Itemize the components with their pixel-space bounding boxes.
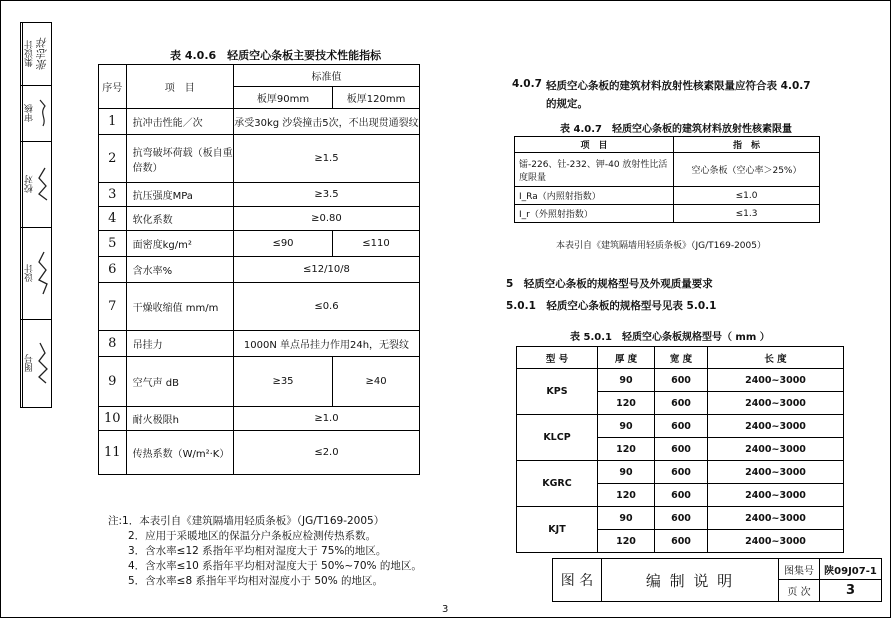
- row-item: 吊挂力: [126, 331, 233, 357]
- note-line: 注:1．本表引自《建筑隔墙用轻质条板》（JG/T169-2005）: [108, 515, 385, 527]
- model: KLCP: [517, 415, 598, 461]
- thickness: 120: [598, 438, 655, 461]
- thickness: 120: [598, 530, 655, 553]
- row-value: ≤90: [233, 231, 332, 257]
- row-item: 抗冲击性能／次: [126, 109, 233, 135]
- drawing-title: 编 制 说 明: [602, 559, 779, 601]
- sidebar-cell: [21, 141, 51, 228]
- note-line: 5．含水率≤8 系指年平均相对湿度小于 50% 的地区。: [128, 575, 384, 587]
- row-value: ≤12/10/8: [233, 257, 419, 283]
- table-407-caption: 表 4.0.7 轻质空心条板的建筑材料放射性核素限量: [560, 124, 792, 135]
- row-no: 1: [99, 109, 127, 135]
- sidebar-cell: [21, 23, 51, 86]
- width: 600: [655, 530, 708, 553]
- row-item: I_Ra（内照射指数）: [515, 187, 674, 205]
- signature: 张志祥: [36, 37, 49, 71]
- row-item: 面密度kg/m²: [126, 231, 233, 257]
- signature-mark: [37, 250, 49, 296]
- row-item: 抗弯破坏荷载（板自重倍数）: [126, 135, 233, 183]
- section-number: 4.0.7: [512, 78, 542, 90]
- row-no: 3: [99, 183, 127, 207]
- thickness: 120: [598, 392, 655, 415]
- row-value: ≥1.5: [233, 135, 419, 183]
- row-value: ≥35: [233, 357, 332, 407]
- page-number-box: 3: [845, 583, 856, 598]
- row-no: 11: [99, 431, 127, 475]
- header-thickness: 厚 度: [598, 347, 655, 369]
- row-value: 承受30kg 沙袋撞击5次，不出现贯通裂纹: [233, 109, 419, 135]
- row-no: 6: [99, 257, 127, 283]
- header-item: 项 目: [126, 65, 233, 109]
- model: KPS: [517, 369, 598, 415]
- header-width: 宽 度: [655, 347, 708, 369]
- row-no: 2: [99, 135, 127, 183]
- thickness: 90: [598, 507, 655, 530]
- atlas-label: 图集号: [779, 559, 820, 580]
- sidebar-cell: [21, 85, 51, 142]
- row-value-120: ≤110: [333, 231, 420, 257]
- thickness: 120: [598, 484, 655, 507]
- row-value: ≤2.0: [233, 431, 419, 475]
- width: 600: [655, 484, 708, 507]
- length: 2400~3000: [708, 484, 844, 507]
- header-index: 指 标: [674, 137, 820, 153]
- row-item: I_r（外照射指数）: [515, 205, 674, 223]
- atlas-number: 陕09J07-1: [820, 559, 881, 580]
- row-value-120: ≥40: [333, 357, 420, 407]
- row-item: 含水率%: [126, 257, 233, 283]
- row-value: 1000N 单点吊挂力作用24h，无裂纹: [233, 331, 419, 357]
- thickness: 90: [598, 415, 655, 438]
- row-no: 7: [99, 283, 127, 331]
- section-text: 轻质空心条板的建筑材料放射性核素限量应符合表 4.0.7: [546, 80, 811, 92]
- signature: [36, 141, 50, 227]
- header-standard: 标准值: [233, 65, 419, 87]
- row-item: 干燥收缩值 mm/m: [126, 283, 233, 331]
- header-length: 长 度: [708, 347, 844, 369]
- table-406-caption: 表 4.0.6 轻质空心条板主要技术性能指标: [170, 49, 382, 62]
- width: 600: [655, 369, 708, 392]
- length: 2400~3000: [708, 369, 844, 392]
- header-model: 型 号: [517, 347, 598, 369]
- length: 2400~3000: [708, 507, 844, 530]
- width: 600: [655, 438, 708, 461]
- page-number: 3: [442, 604, 449, 615]
- row-value: 空心条板（空心率＞25%）: [674, 153, 820, 187]
- signature-strip: [20, 22, 52, 408]
- thickness: 90: [598, 461, 655, 484]
- table-501: [516, 346, 844, 553]
- sidebar-label: 审核: [22, 85, 36, 141]
- sidebar-cell: [21, 319, 51, 407]
- row-value: ≥1.0: [233, 407, 419, 431]
- row-value: ≥0.80: [233, 207, 419, 231]
- row-item: 镭-226、钍-232、钾-40 放射性比活度限量: [515, 153, 674, 187]
- row-no: 4: [99, 207, 127, 231]
- row-no: 5: [99, 231, 127, 257]
- notes: [108, 514, 422, 589]
- row-value: ≤1.0: [674, 187, 820, 205]
- sidebar-label: 设计: [22, 227, 36, 319]
- model: KJT: [517, 507, 598, 553]
- length: 2400~3000: [708, 415, 844, 438]
- row-item: 传热系数（W/m²·K）: [126, 431, 233, 475]
- length: 2400~3000: [708, 438, 844, 461]
- table-407: [514, 136, 820, 223]
- title-block: [552, 558, 882, 602]
- width: 600: [655, 461, 708, 484]
- note-line: 2．应用于采暖地区的保温分户条板应检测传热系数。: [128, 530, 377, 542]
- row-value: ≤1.3: [674, 205, 820, 223]
- row-no: 8: [99, 331, 127, 357]
- model: KGRC: [517, 461, 598, 507]
- sidebar-label: 校对: [22, 141, 36, 227]
- title-name-label: 图 名: [553, 559, 602, 601]
- sidebar-cell: [21, 227, 51, 320]
- signature-mark: [37, 164, 49, 204]
- length: 2400~3000: [708, 461, 844, 484]
- row-value: ≤0.6: [233, 283, 419, 331]
- length: 2400~3000: [708, 392, 844, 415]
- row-value: ≥3.5: [233, 183, 419, 207]
- width: 600: [655, 415, 708, 438]
- row-item: 软化系数: [126, 207, 233, 231]
- note-line: 4．含水率≤10 系指年平均相对湿度大于 50%~70% 的地区。: [128, 560, 422, 572]
- sidebar-label: 图号: [22, 319, 36, 407]
- note-line: 3．含水率≤12 系指年平均相对湿度大于 75%的地区。: [128, 545, 387, 557]
- signature-mark: [37, 340, 49, 386]
- table-501-caption: 表 5.0.1 轻质空心条板规格型号（ mm ）: [570, 332, 770, 343]
- header-no: 序号: [99, 65, 127, 109]
- page-label: 页 次: [779, 580, 820, 601]
- sidebar-label: 集设计: [22, 23, 36, 85]
- thickness: 90: [598, 369, 655, 392]
- section-5-title: 5 轻质空心条板的规格型号及外观质量要求: [506, 278, 713, 290]
- section-text: 的规定。: [546, 98, 588, 110]
- table-406: [98, 64, 420, 475]
- row-item: 空气声 dB: [126, 357, 233, 407]
- row-item: 抗压强度MPa: [126, 183, 233, 207]
- row-no: 10: [99, 407, 127, 431]
- length: 2400~3000: [708, 530, 844, 553]
- signature: [36, 85, 50, 141]
- width: 600: [655, 392, 708, 415]
- signature: [36, 227, 50, 319]
- row-item: 耐火极限h: [126, 407, 233, 431]
- width: 600: [655, 507, 708, 530]
- header-thickness-90: 板厚90mm: [233, 87, 332, 109]
- signature-mark: [37, 98, 49, 128]
- section-501-text: 5.0.1 轻质空心条板的规格型号见表 5.0.1: [506, 300, 717, 312]
- signature: [36, 319, 50, 407]
- header-item: 项 目: [515, 137, 674, 153]
- header-thickness-120: 板厚120mm: [333, 87, 420, 109]
- table-407-source: 本表引自《建筑隔墙用轻质条板》（JG/T169-2005）: [556, 241, 766, 251]
- row-no: 9: [99, 357, 127, 407]
